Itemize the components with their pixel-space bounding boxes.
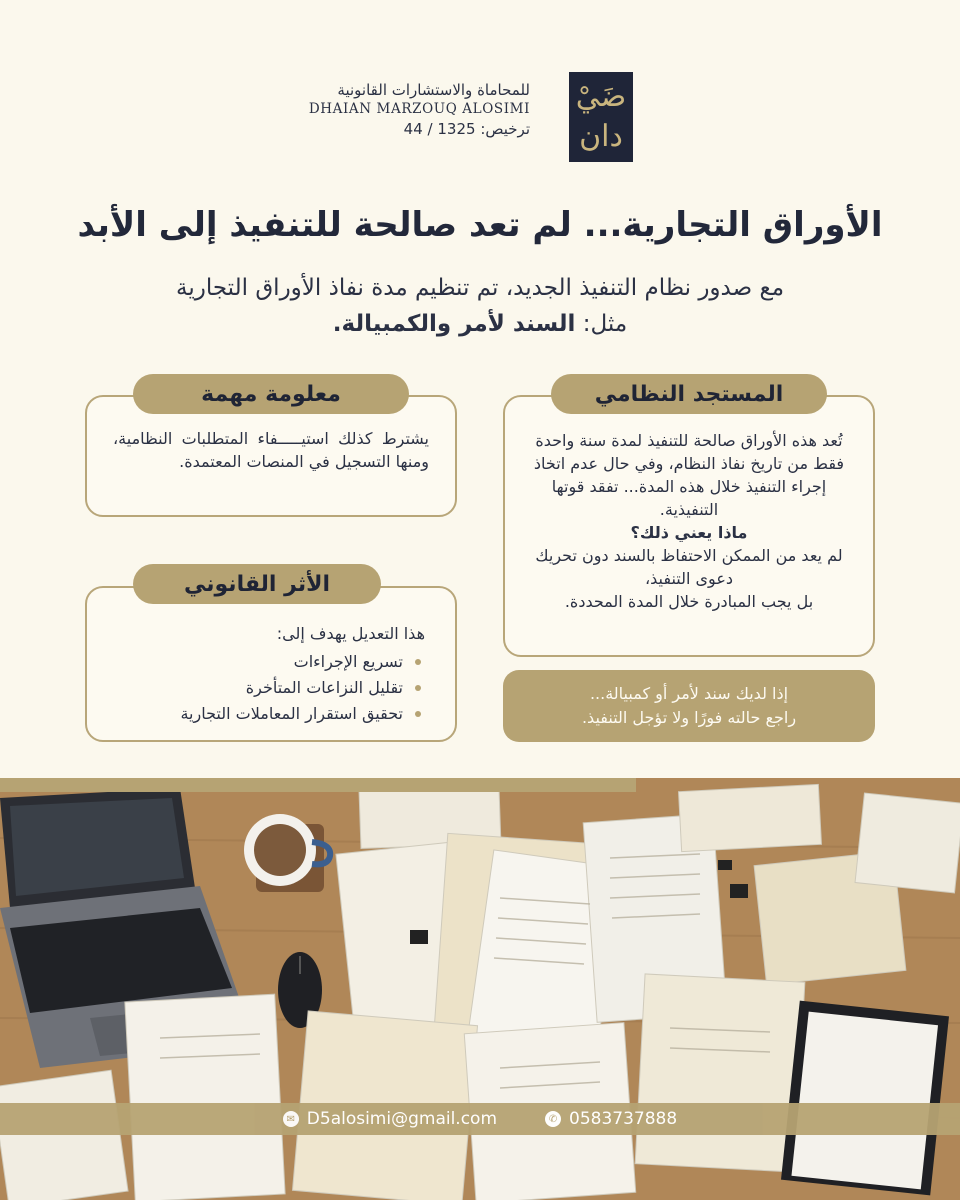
gold-accent-strip xyxy=(0,778,636,792)
logo-mark xyxy=(569,72,633,162)
effect-list xyxy=(117,649,425,727)
effect-item: تحقيق استقرار المعاملات التجارية xyxy=(117,701,425,727)
desk-photo xyxy=(0,778,960,1200)
subtitle-line-2 xyxy=(70,306,890,342)
firm-arabic-name: للمحاماة والاستشارات القانونية xyxy=(337,81,530,99)
regulatory-box xyxy=(503,395,875,657)
effect-body xyxy=(87,588,455,727)
effect-label: الأثر القانوني xyxy=(133,564,381,604)
desk-illustration xyxy=(0,778,960,1200)
tip-line-2: راجع حالته فورًا ولا تؤجل التنفيذ. xyxy=(581,708,797,727)
email-contact[interactable] xyxy=(283,1109,497,1129)
header xyxy=(0,72,960,164)
effect-box xyxy=(85,586,457,742)
regulatory-conclusion: بل يجب المبادرة خلال المدة المحددة. xyxy=(564,592,814,611)
regulatory-answer: لم يعد من الممكن الاحتفاظ بالسند دون تحريك دعوى التنفيذ، xyxy=(535,546,843,588)
subtitle-line-1: مع صدور نظام التنفيذ الجديد، تم تنظيم مدة نفاذ الأوراق التجارية xyxy=(175,275,785,301)
logo-mark-bottom: دان xyxy=(579,119,623,154)
logo-mark-top: ضَيْ xyxy=(575,79,627,114)
effect-item: تقليل النزاعات المتأخرة xyxy=(117,675,425,701)
tip-banner xyxy=(503,670,875,742)
page-subtitle xyxy=(70,270,890,342)
phone-contact[interactable] xyxy=(545,1109,677,1129)
page-title: الأوراق التجارية... لم تعد صالحة للتنفيذ إلى الأبد xyxy=(77,205,883,245)
regulatory-paragraph: تُعد هذه الأوراق صالحة للتنفيذ لمدة سنة واحدة فقط من تاريخ نفاذ النظام، وفي حال عدم اتخاذ إجراء التنفيذ خلال هذه المدة... تفقد قوتها التنفيذية. xyxy=(533,431,845,519)
coffee-cup-icon xyxy=(244,814,330,892)
subtitle-prefix: مثل: xyxy=(575,311,628,337)
effect-item: تسريع الإجراءات xyxy=(117,649,425,675)
license-number: ترخيص: 1325 / 44 xyxy=(403,120,530,138)
notebook-icon xyxy=(781,1001,949,1196)
info-label: معلومة مهمة xyxy=(133,374,409,414)
logo-text xyxy=(309,80,530,140)
regulatory-label: المستجد النظامي xyxy=(551,374,827,414)
contact-bar xyxy=(0,1103,960,1135)
regulatory-question: ماذا يعني ذلك؟ xyxy=(630,523,748,542)
tip-line-1: إذا لديك سند لأمر أو كمبيالة... xyxy=(589,684,789,703)
envelope-icon: ✉ xyxy=(283,1111,299,1127)
email-address[interactable]: D5alosimi@gmail.com xyxy=(306,1109,498,1129)
subtitle-bold: السند لأمر والكمبيالة. xyxy=(332,311,576,337)
firm-english-name: DHAIAN MARZOUQ ALOSIMI xyxy=(308,101,530,117)
info-text: يشترط كذلك استيـــــفاء المتطلبات النظامية، ومنها التسجيل في المنصات المعتمدة. xyxy=(113,429,429,471)
effect-intro: هذا التعديل يهدف إلى: xyxy=(276,624,425,643)
phone-icon: ✆ xyxy=(545,1111,561,1127)
regulatory-body xyxy=(505,397,873,613)
phone-number[interactable]: 0583737888 xyxy=(569,1109,678,1129)
